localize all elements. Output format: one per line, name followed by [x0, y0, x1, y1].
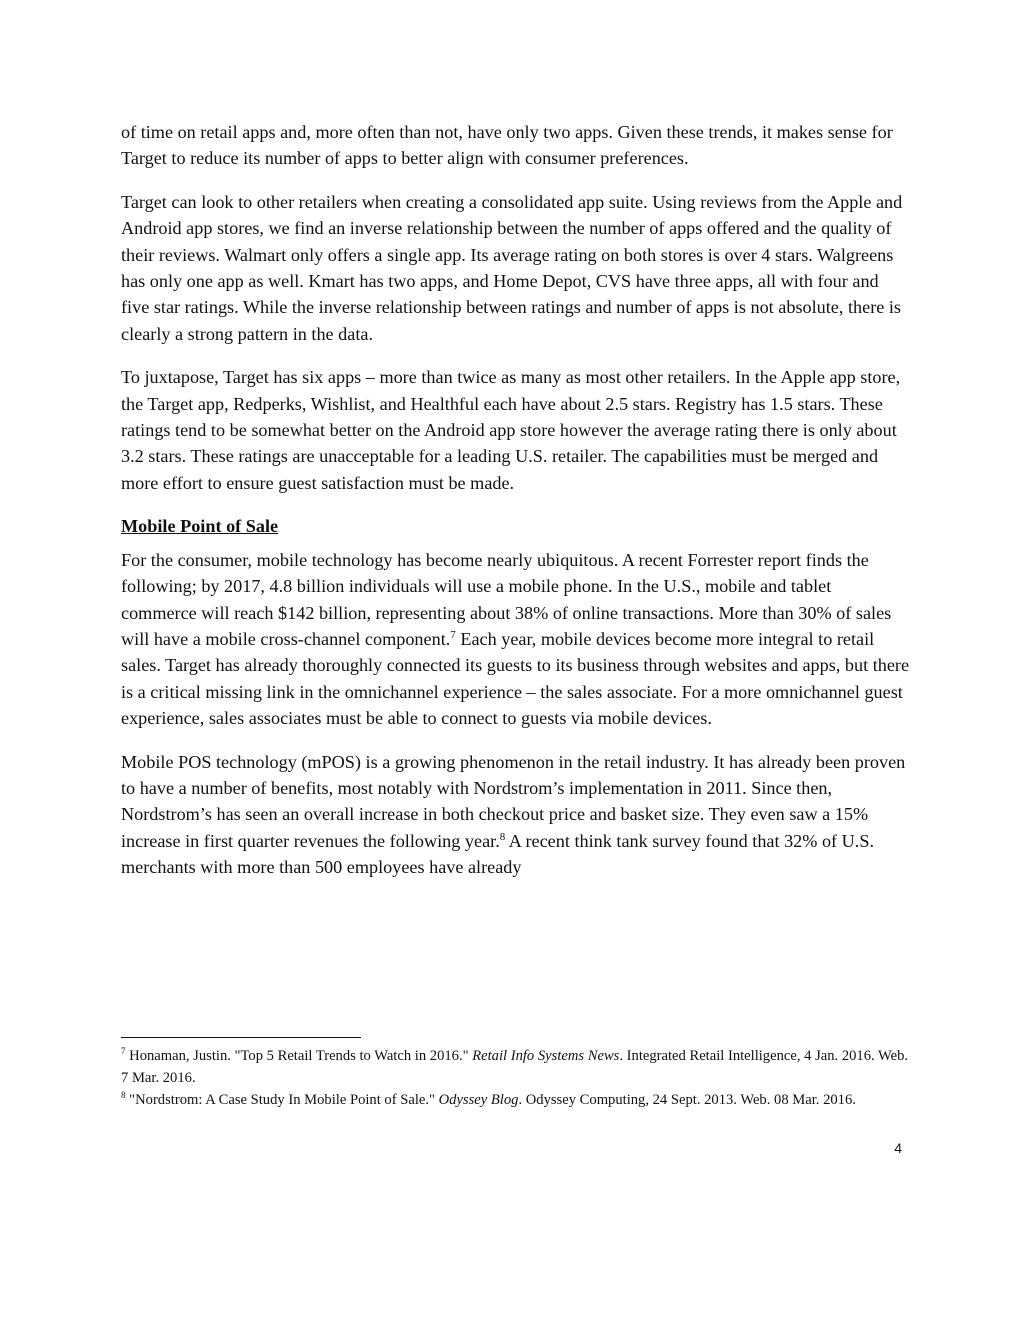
- page-number: 4: [894, 1140, 902, 1156]
- paragraph-app-trends: of time on retail apps and, more often than not, have only two apps. Given these trends, it makes sense for Target to reduce its number of apps to better align with consumer preferences.: [121, 122, 893, 169]
- paragraph-target-apps: To juxtapose, Target has six apps – more than twice as many as most other retailers. In the Apple app store, the Target app, Redperks, Wishlist, and Healthful each have about 2.5 stars. Registry has 1.5 stars. These ratings tend to be somewhat better on the Android app store however the average rating there is only about 3.2 stars. These ratings are unacceptable for a leading U.S. retailer. The capabilities must be merged and more effort to ensure guest satisfaction must be made.: [121, 367, 901, 493]
- footnote-text: . Odyssey Computing, 24 Sept. 2013. Web. 08 Mar. 2016.: [518, 1092, 856, 1108]
- footnote-text: . Integrated Retail Intelligence, 4 Jan. 2016. Web. 7 Mar. 2016.: [121, 1048, 909, 1086]
- paragraph-text: Mobile POS technology (mPOS) is a growing phenomenon in the retail industry. It has already been proven to have a number of benefits, most notably with Nordstrom’s implementation in 2011. Since then, Nordstrom’s has seen an overall increase in both checkout price and basket size. They even saw a 15% increase in first quarter revenues the following year.: [121, 751, 906, 851]
- footnote-source-title: Odyssey Blog: [438, 1092, 519, 1108]
- footnote-separator: [121, 1037, 361, 1038]
- paragraph-text: Each year, mobile devices become more integral to retail sales. Target has already thoroughly connected its guests to its business through websites and apps, but there is a critical missing link in the omnichannel experience – the sales associate. For a more omnichannel guest experience, sales associates must be able to connect to guests via mobile devices.: [121, 628, 910, 729]
- footnotes: [121, 1045, 911, 1111]
- footnote-text: "Nordstrom: A Case Study In Mobile Point of Sale.": [125, 1092, 439, 1108]
- footnote: [121, 1089, 911, 1111]
- footnote-reference: 8: [499, 830, 506, 843]
- footnote: [121, 1045, 911, 1089]
- footnote-source-title: Retail Info Systems News: [472, 1048, 620, 1064]
- paragraph-other-retailers: Target can look to other retailers when creating a consolidated app suite. Using reviews from the Apple and Android app stores, we find an inverse relationship between the number of apps offered and the quality of their reviews. Walmart only offers a single app. Its average rating on both stores is over 4 stars. Walgreens has only one app as well. Kmart has two apps, and Home Depot, CVS have three apps, all with four and five star ratings. While the inverse relationship between ratings and number of apps is not absolute, there is clearly a strong pattern in the data.: [121, 191, 903, 344]
- footnote-number: 7: [121, 1046, 126, 1057]
- footnote-number: 8: [121, 1090, 126, 1101]
- paragraph-text: For the consumer, mobile technology has become nearly ubiquitous. A recent Forrester report finds the following; by 2017, 4.8 billion individuals will use a mobile phone. In the U.S., mobile and tablet commerce will reach $142 billion, representing about 38% of online transactions. More than 30% of sales will have a mobile cross-channel component.: [121, 549, 892, 649]
- paragraph-mobile-technology: [121, 547, 911, 732]
- body-text: [121, 119, 911, 898]
- paragraph-mpos: [121, 749, 911, 881]
- footnote-text: Honaman, Justin. "Top 5 Retail Trends to Watch in 2016.": [125, 1048, 473, 1064]
- section-heading: Mobile Point of Sale: [121, 516, 279, 537]
- footnote-reference: 7: [450, 628, 456, 641]
- paragraph-text: A recent think tank survey found that 32% of U.S. merchants with more than 500 employees have already: [121, 830, 875, 878]
